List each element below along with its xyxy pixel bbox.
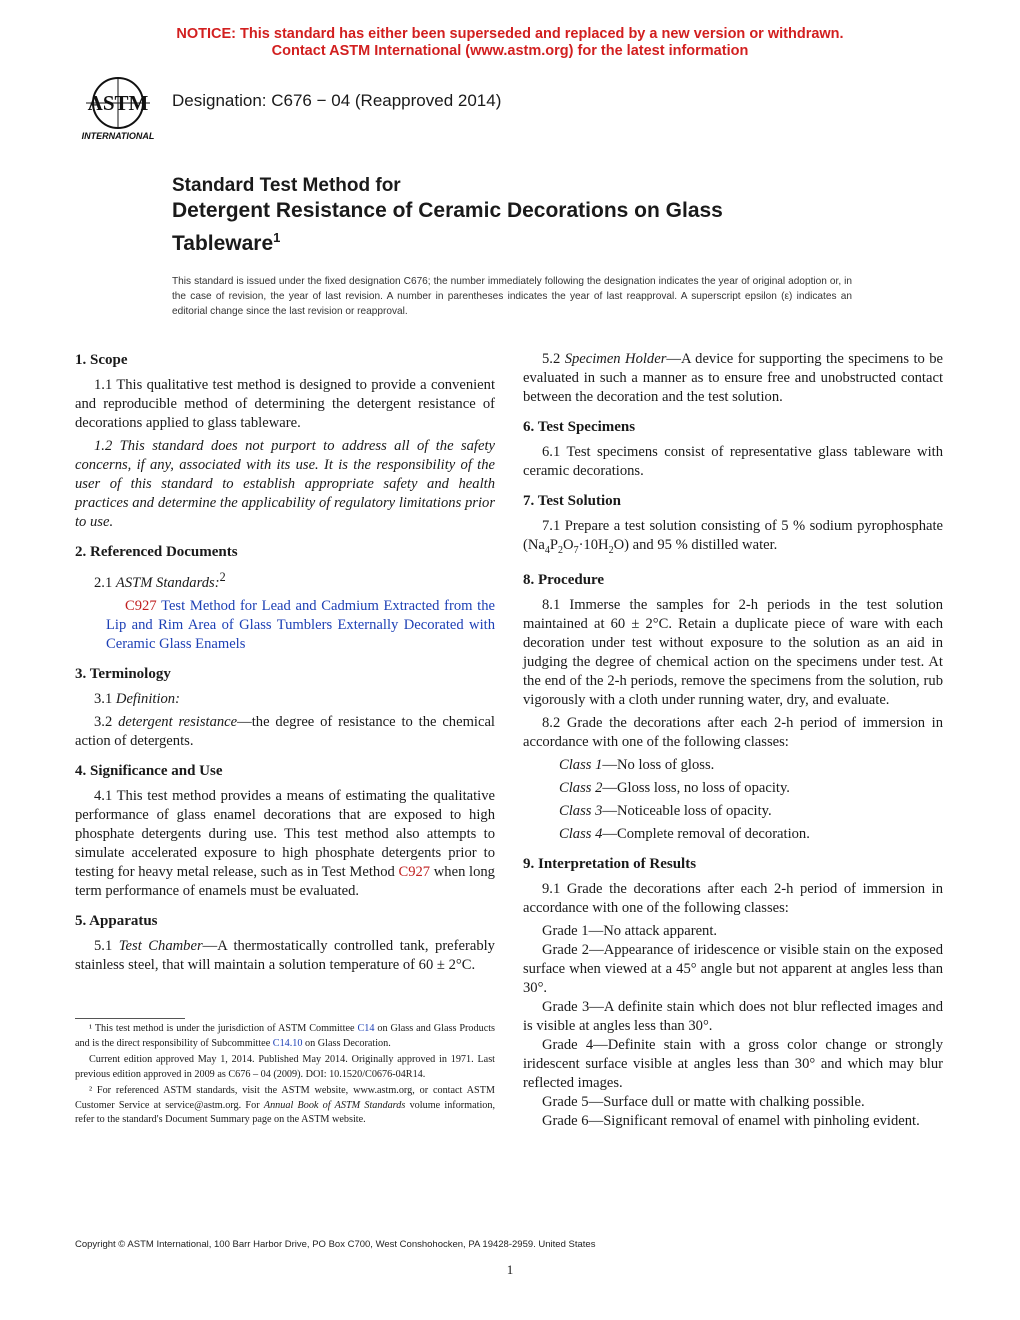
page-number: 1 bbox=[506, 1262, 514, 1277]
subscript: 2 bbox=[608, 544, 614, 556]
footnote-text: volume information, refer to the standard's Document Summary page on the ASTM website. bbox=[75, 1099, 496, 1125]
paragraph-text: O bbox=[563, 537, 574, 553]
ref-code-link[interactable]: C927 bbox=[125, 597, 157, 614]
paragraph-6-1: 6.1 Test specimens consist of representative glass tableware with ceramic decorations. bbox=[523, 444, 943, 479]
defined-term: detergent resistance bbox=[118, 713, 238, 730]
footnote-text: ¹ This test method is under the jurisdiction of ASTM Committee bbox=[89, 1023, 355, 1034]
astm-logo-icon bbox=[76, 76, 160, 144]
class-text: —Gloss loss, no loss of opacity. bbox=[602, 779, 790, 796]
ref-code-link[interactable]: C927 bbox=[398, 863, 431, 880]
grade-item: Grade 2—Appearance of iridescence or visible stain on the exposed surface when viewed at a 45° angle but not apparent at angles less than 30°. bbox=[523, 941, 943, 996]
paragraph-5-1 bbox=[75, 937, 495, 975]
section-heading: 2. Referenced Documents bbox=[75, 544, 238, 560]
class-text: —Noticeable loss of opacity. bbox=[602, 802, 772, 819]
subscript: 7 bbox=[573, 544, 579, 556]
logo-mark-text: ASTM bbox=[87, 91, 149, 115]
section-heading: 8. Procedure bbox=[523, 571, 605, 588]
class-label: Class 2 bbox=[559, 779, 603, 796]
defined-term: Specimen Holder bbox=[564, 351, 667, 367]
title-footnote-mark: 1 bbox=[273, 230, 281, 245]
copyright-line: Copyright © ASTM International, 100 Barr Harbor Drive, PO Box C700, West Conshohocken, PA 19428-2959. United States bbox=[75, 1239, 596, 1250]
defined-term: Test Chamber bbox=[118, 937, 203, 954]
class-label: Class 4 bbox=[559, 825, 603, 842]
title-line-1: Standard Test Method for bbox=[172, 175, 401, 196]
footnotes bbox=[75, 1022, 495, 1130]
title-line-3 bbox=[172, 224, 832, 257]
issuance-note: This standard is issued under the fixed designation C676; the number immediately following the designation indicates the year of original adoption or, in the case of revision, the year of last revision. A number in parentheses indicates the year of last reapproval. A superscript epsilon (ε) indicates an editorial change since the last revision or reapproval. bbox=[172, 276, 852, 317]
paragraph-8-1: 8.1 Immerse the samples for 2-h periods in the test solution maintained at 60 ± 2°C. Retain a duplicate piece of ware with each decoration under test without exposure to the solution as an aid in judging the degree of chemical action on the specimens under test. At the end of the 2-h periods, remove the specimens from the solution, rub vigorously with a cloth under running water, dry, and evaluate. bbox=[523, 596, 943, 708]
paragraph-2-1 bbox=[75, 568, 495, 593]
footnote-text: on Glass and Glass Products and is the direct responsibility of Subcommittee bbox=[75, 1023, 496, 1049]
section-heading: 5. Apparatus bbox=[75, 912, 158, 929]
section-heading: 4. Significance and Use bbox=[75, 762, 223, 779]
footnote-edition: Current edition approved May 1, 2014. Published May 2014. Originally approved in 1971. Last previous edition approved in 2009 as C676 – 04 (2009). DOI: 10.1520/C0676-04R14. bbox=[75, 1054, 495, 1080]
definition-text: —A thermostatically controlled tank, preferably stainless steel, that will maintain a solution temperature of 60 ± 2°C. bbox=[75, 937, 495, 973]
footnote-italic: Annual Book of ASTM Standards bbox=[263, 1099, 406, 1111]
section-heading: 7. Test Solution bbox=[523, 493, 621, 509]
class-label: Class 3 bbox=[559, 802, 603, 819]
superseded-notice bbox=[0, 26, 1020, 60]
document-title bbox=[172, 175, 832, 257]
paragraph-1-1: 1.1 This qualitative test method is designed to provide a convenient and reproducible method of determining the detergent resistance of decorations applied to glass tableware. bbox=[75, 377, 495, 431]
paragraph-text: ·10H bbox=[578, 537, 609, 553]
paragraph-4-1 bbox=[75, 787, 495, 901]
class-item bbox=[523, 756, 943, 775]
logo-international-text: INTERNATIONAL bbox=[81, 131, 155, 141]
grade-item: Grade 5—Surface dull or matte with chalking possible. bbox=[542, 1093, 865, 1110]
grade-item: Grade 1—No attack apparent. bbox=[542, 922, 718, 939]
notice-line-1: NOTICE: This standard has either been superseded and replaced by a new version or withdrawn. bbox=[176, 26, 844, 42]
ref-title-link[interactable]: Test Method for Lead and Cadmium Extracted from the Lip and Rim Area of Glass Tumblers Externally Decorated with Ceramic Glass Enamels bbox=[106, 597, 495, 652]
committee-link[interactable]: C14 bbox=[357, 1023, 375, 1034]
paragraph-3-1 bbox=[75, 690, 495, 709]
grade-item: Grade 3—A definite stain which does not blur reflected images and is visible at angles less than 30°. bbox=[523, 998, 943, 1034]
footnote-mark: 2 bbox=[219, 570, 226, 584]
paragraph-3-2 bbox=[75, 713, 495, 751]
grade-item: Grade 6—Significant removal of enamel with pinholing evident. bbox=[542, 1112, 920, 1129]
paragraph-number: 3.2 bbox=[94, 713, 113, 730]
paragraph-text: O) and 95 % distilled water. bbox=[613, 537, 778, 553]
subscript: 4 bbox=[544, 544, 550, 556]
section-heading: 3. Terminology bbox=[75, 665, 171, 682]
paragraph-8-2: 8.2 Grade the decorations after each 2-h period of immersion in accordance with one of the following classes: bbox=[523, 714, 943, 750]
paragraph-number: 5.1 bbox=[94, 937, 113, 954]
class-item bbox=[523, 779, 943, 798]
paragraph-label: Definition: bbox=[115, 690, 180, 707]
class-item bbox=[523, 802, 943, 821]
class-text: —No loss of gloss. bbox=[602, 756, 715, 773]
designation: Designation: C676 − 04 (Reapproved 2014) bbox=[172, 91, 502, 110]
footnote-text: on Glass Decoration. bbox=[305, 1037, 391, 1049]
paragraph-1-2-text: 1.2 This standard does not purport to address all of the safety concerns, if any, associated with its use. It is the responsibility of the user of this standard to establish appropriate safety and health practices and determine the applicability of regulatory limitations prior to use. bbox=[75, 438, 495, 530]
section-heading: 1. Scope bbox=[75, 352, 128, 368]
class-label: Class 1 bbox=[559, 756, 603, 773]
referenced-document-c927[interactable] bbox=[75, 597, 495, 654]
paragraph-number: 3.1 bbox=[94, 690, 113, 707]
subcommittee-link[interactable]: C14.10 bbox=[272, 1037, 303, 1049]
footnote-divider bbox=[75, 1018, 185, 1019]
footnote-text: ² For referenced ASTM standards, visit the ASTM website, www.astm.org, or contact ASTM Customer Service at service@astm.org. For bbox=[75, 1085, 495, 1111]
paragraph-5-2 bbox=[523, 350, 943, 407]
paragraph-9-1: 9.1 Grade the decorations after each 2-h period of immersion in accordance with one of the following classes: bbox=[523, 880, 943, 916]
paragraph-number: 2.1 bbox=[94, 574, 113, 591]
footnote-2 bbox=[75, 1084, 495, 1128]
paragraph-label: ASTM Standards: bbox=[115, 574, 220, 591]
paragraph-text: when long term performance of enamels must be evaluated. bbox=[75, 863, 495, 899]
paragraph-text: P bbox=[549, 537, 559, 553]
subscript: 2 bbox=[558, 544, 564, 556]
paragraph-1-2 bbox=[75, 437, 495, 532]
footnote-1 bbox=[75, 1022, 495, 1051]
class-item bbox=[523, 825, 943, 844]
paragraph-text: 7.1 Prepare a test solution consisting of 5 % sodium pyrophosphate (Na bbox=[523, 518, 943, 553]
grade-item: Grade 4—Definite stain with a gross color change or strongly iridescent surface visible at angles less than 30° and which may blur reflected images. bbox=[523, 1036, 943, 1091]
left-column bbox=[75, 350, 495, 979]
section-heading: 6. Test Specimens bbox=[523, 419, 636, 435]
notice-line-2: Contact ASTM International (www.astm.org) for the latest information bbox=[271, 43, 749, 59]
paragraph-7-1 bbox=[523, 517, 943, 560]
title-line-3-text: Tableware bbox=[172, 232, 274, 255]
astm-logo bbox=[76, 76, 160, 144]
definition-text: —the degree of resistance to the chemical action of detergents. bbox=[75, 713, 495, 749]
right-column bbox=[523, 350, 943, 1131]
section-heading: 9. Interpretation of Results bbox=[523, 855, 697, 872]
definition-text: —A device for supporting the specimens to be evaluated in such a manner as to ensure free and unobstructed contact between the decoration and the test solution. bbox=[523, 351, 943, 405]
class-text: —Complete removal of decoration. bbox=[602, 825, 810, 842]
paragraph-number: 5.2 bbox=[542, 351, 561, 367]
paragraph-text: 4.1 This test method provides a means of estimating the qualitative performance of glass enamel decorations that are exposed to high phosphate detergents during use. This test method also attempts to simulate accelerated exposure to high phosphate detergents prior to testing for heavy metal release, such as in Test Method bbox=[75, 787, 495, 880]
title-line-2: Detergent Resistance of Ceramic Decorations on Glass bbox=[172, 199, 723, 222]
